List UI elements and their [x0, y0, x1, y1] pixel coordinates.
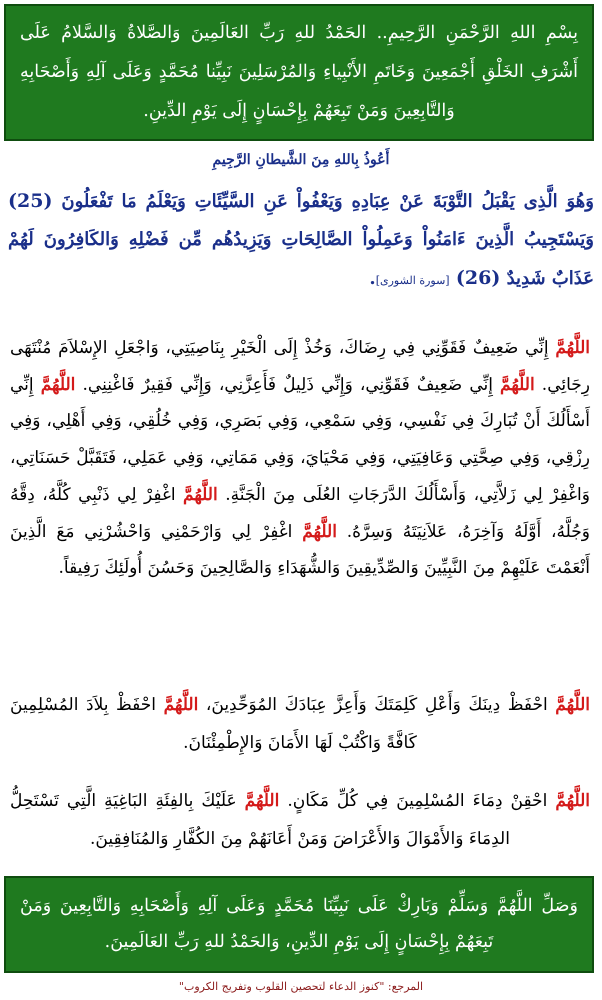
- footer-closing-box: [4, 876, 594, 973]
- dua-text: إِنِّي ضَعِيفٌ فَقَوِّنِي فِي رِضَاكَ، وَخُذْ إِلَى الْخَيْرِ بِنَاصِيَتِي، وَاجْعَلِ الإِسْلاَمَ مُنْتَهَى رِجَائِي.: [10, 338, 591, 395]
- dua-text: عَلَيْكَ بِالفِئَةِ البَاغِيَةِ الَّتِي تَسْتَحِلُّ الدِمَاءَ وَالأَمْوَالَ وَالأَعْرَاضَ وَمَنْ أَعَانَهُمْ مِنَ الكُفَّارِ وَالمُنَافِقِينَ.: [10, 791, 510, 849]
- dua-text: إِنِّي ضَعِيفٌ فَقَوِّنِي، وَإِنِّي ذَلِيلٌ فَأَعِزَّنِي، وَإِنِّي فَقِيرٌ فَاغْنِنِي.: [75, 374, 501, 395]
- allahumma-word: اللَّهُمَّ: [500, 374, 535, 395]
- allahumma-word: اللَّهُمَّ: [555, 338, 590, 358]
- verse-25-text: وَهُوَ الَّذِى يَقْبَلُ التَّوْبَةَ عَنْ عِبَادِهِ وَيَعْفُواْ عَنِ السَّيِّئَاتِ وَيَعْلَمُ مَا تَفْعَلُونَ: [61, 191, 594, 212]
- verse-end-dot: .: [369, 268, 376, 289]
- closing-text: وَصَلِّ اللَّهُمَّ وَسَلِّمْ وَبَارِكْ عَلَى نَبِيِّنَا مُحَمَّدٍ وَعَلَى آلِهِ وَأَصْحَابِهِ وَالتَّابِعِينَ وَمَنْ تَبِعَهُمْ بِإِحْسَانٍ إِلَى يَوْمِ الدِّينِ، وَالحَمْدُ للهِ رَبِّ العَالَمِينَ.: [20, 896, 578, 952]
- dua-paragraph-3: [10, 782, 590, 858]
- dua-paragraph-1: [10, 330, 590, 587]
- allahumma-word: اللَّهُمَّ: [40, 374, 76, 395]
- dua-text: احْفَظْ دِينَكَ وَأَعْلِ كَلِمَتَكَ وَأَعِزَّ عِبَادَكَ المُوَحِّدِينَ،: [198, 695, 556, 715]
- opening-text: بِسْمِ اللهِ الرَّحْمَنِ الرَّحِيمِ.. الحَمْدُ للهِ رَبِّ العَالَمِينَ وَالصَّلاةُ وَالسَّلامُ عَلَى أَشْرَفِ الخَلْقِ أَجْمَعِينَ وَخَاتَمِ الأَنْبِياءِ وَالمُرْسَلِينَ نَبِيِّنا مُحَمَّدٍ وَعَلَى آلِهِ وَأَصْحَابِهِ وَالتَّابِعِينَ وَمَنْ تَبِعَهُمْ بِإِحْسَانٍ إِلَى يَوْمِ الدِّينِ.: [20, 23, 578, 121]
- dua-text: اغْفِرْ لِي وَارْحَمْنِي وَاحْشُرْنِي مَعَ الَّذِينَ أَنْعَمْتَ عَلَيْهِمْ مِنَ النَّبِيِّينَ وَالصِّدِّيقِينَ وَالشُّهَدَاءِ وَالصَّالِحِينَ وَحَسُنَ أُولَئِكَ رَفِيقاً.: [10, 521, 590, 579]
- taawudh-heading: أَعُوذُ بِاللهِ مِنَ الشَّيطانِ الرَّجِيمِ: [212, 152, 390, 168]
- allahumma-word: اللَّهُمَّ: [244, 791, 280, 811]
- allahumma-word: اللَّهُمَّ: [183, 484, 218, 505]
- verse-26-number: (26): [455, 267, 501, 289]
- allahumma-word: اللَّهُمَّ: [302, 521, 337, 542]
- dua-paragraph-2: [10, 686, 590, 762]
- allahumma-word: اللَّهُمَّ: [555, 791, 590, 811]
- quran-verses: [8, 182, 594, 300]
- verse-25-number: (25): [8, 190, 53, 212]
- surah-reference: [سورة الشورى]: [375, 274, 450, 287]
- allahumma-word: اللَّهُمَّ: [555, 695, 590, 715]
- dua-text: احْفَظْ بِلاَدَ المُسْلِمِينَ كَافَّةً وَاكْتُبْ لَهَا الأَمَانَ وَالإِطْمِئْنَانَ.: [10, 695, 417, 753]
- verse-26-text: وَيَسْتَجِيبُ الَّذِينَ ءَامَنُواْ وَعَمِلُواْ الصَّالِحَاتِ وَيَزِيدُهُم مِّن فَضْلِهِ وَالكَافِرُونَ لَهُمْ عَذَابٌ شَدِيدٌ: [8, 229, 594, 289]
- header-opening-box: [4, 4, 594, 141]
- dua-text: إِنِّي أَسْأَلُكَ أَنْ تُبَارِكَ فِي نَفْسِي، وَفِي سَمْعِي، وَفِي بَصَرِي، وَفِي خُلُقِي، وَفِي أَهْلِي، وَفِي رِزْقِي، وَفِي صِحَّتِي وَعَافِيَتِي، وَفِي مَحْيَايَ، وَفِي مَمَاتِي، وَفِي عَمَلِي، فَتَقَبَّلْ حَسَنَاتِي، وَاغْفِرْ لِي زَلاَّتِي، وَأَسْأَلُكَ الدَّرَجَاتِ العُلَى مِنَ الْجَنَّةِ.: [10, 374, 590, 505]
- allahumma-word: اللَّهُمَّ: [163, 695, 199, 715]
- source-reference: المرجع: "كنوز الدعاء لتحصين القلوب وتفريج الكروب": [178, 980, 424, 993]
- dua-text: احْقِنْ دِمَاءَ المُسْلِمِينَ فِي كُلِّ مَكَانٍ.: [279, 791, 556, 811]
- dua-text: اغْفِرْ لِي ذَنْبِي كُلَّهُ، دِقَّهُ وَجُلَّهُ، أَوَّلَهُ وَآخِرَهُ، عَلاَنِيَتَهُ وَسِرَّهُ.: [10, 484, 590, 542]
